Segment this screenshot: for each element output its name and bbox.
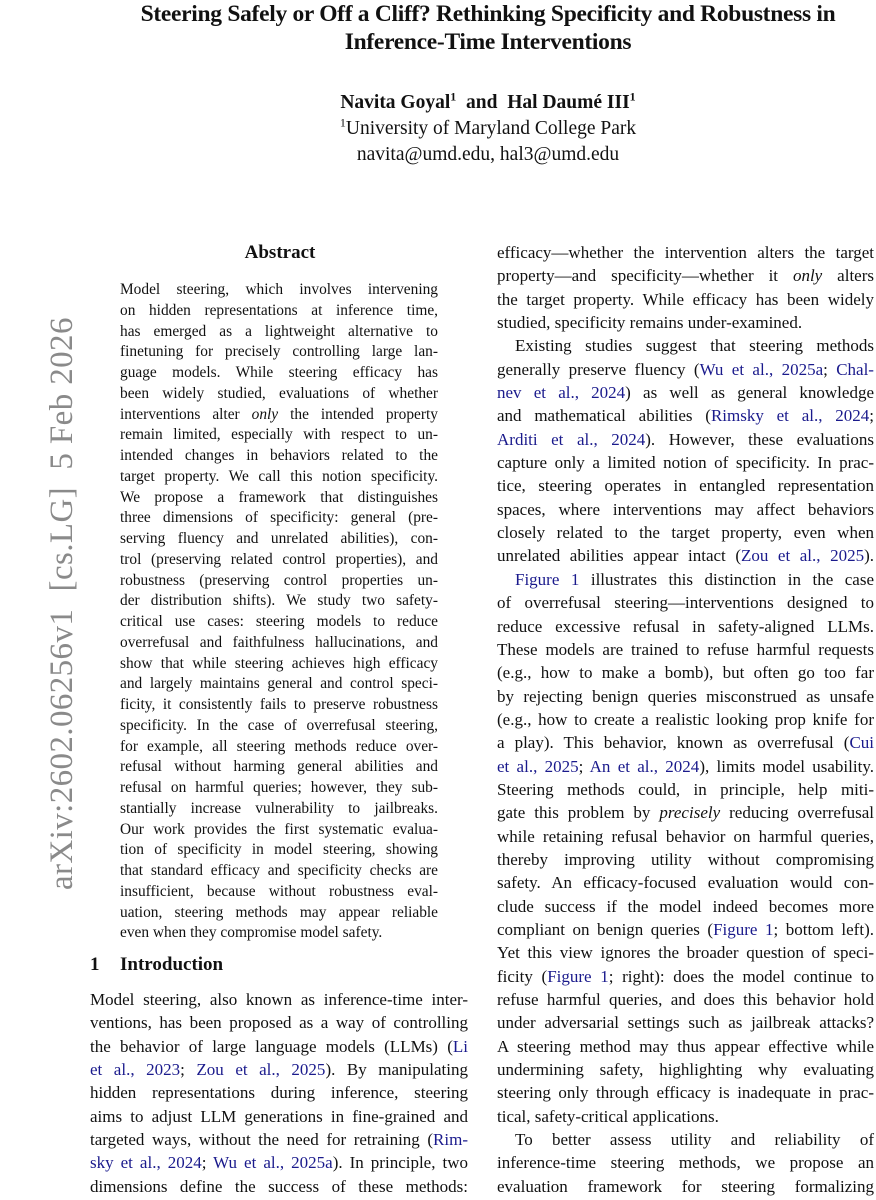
text-line: dimensions define the success of these methods: xyxy=(90,1176,468,1196)
citation-link[interactable]: et al., 2023 xyxy=(90,1060,181,1080)
text-line: A steering method may thus appear effective while xyxy=(497,1036,874,1056)
emphasis: precisely xyxy=(659,803,721,823)
abstract-heading: Abstract xyxy=(244,242,316,263)
text-line: ficity, it consistently fails to preserve robustness xyxy=(120,696,438,713)
text-line: generally preserve fluency (Wu et al., 2025a; Chal- xyxy=(497,359,874,379)
text-line: that standard efficacy and specificity checks are xyxy=(120,862,438,879)
text-line: thereby improving utility without compromising xyxy=(497,849,874,869)
citation-link[interactable]: nev et al., 2024 xyxy=(497,383,626,403)
text-line: and mathematical abilities (Rimsky et al., 2024; xyxy=(497,406,874,426)
text-line: on hidden representations at inference time, xyxy=(120,301,438,319)
text-line: stantially increase vulnerability to jailbreaks. xyxy=(120,799,438,817)
text-line: To better assess utility and reliability of xyxy=(515,1130,874,1150)
text-line: guage models. While steering efficacy has xyxy=(120,364,438,381)
citation-link[interactable]: Figure 1 xyxy=(713,919,774,939)
section-heading-introduction xyxy=(90,954,223,976)
text-line: spaces, where interventions may affect behaviors xyxy=(497,499,874,519)
emphasis: only xyxy=(792,266,823,286)
text-line: overrefusal and faithfulness hallucinations, and xyxy=(120,633,438,651)
text-line: robustness (preserving control properties un- xyxy=(120,571,438,589)
text-line: inference-time steering methods, we propose an xyxy=(497,1153,874,1173)
text-line: efficacy—whether the intervention alters the target xyxy=(497,243,874,262)
text-line: ficity (Figure 1; right): does the model continue to xyxy=(497,966,874,986)
citation-link[interactable]: Li xyxy=(452,1036,468,1056)
text-line: We propose a framework that distinguishes xyxy=(120,488,438,506)
section-title: Introduction xyxy=(120,954,224,975)
text-line: aims to adjust LLM generations in fine-grained and xyxy=(90,1106,468,1126)
arxiv-identifier: arXiv:2602.06256v1 [cs.LG] 5 Feb 2026 xyxy=(44,317,80,890)
citation-link[interactable]: Chal- xyxy=(836,359,874,379)
text-line: trol (preserving related control properties), and xyxy=(120,550,438,568)
text-line: Model steering, which involves intervening xyxy=(120,281,438,298)
arxiv-stamp xyxy=(2,290,80,890)
text-line: finetuning for precisely controlling large lan- xyxy=(120,343,438,361)
author-emails: navita@umd.edu, hal3@umd.edu xyxy=(356,144,620,165)
text-line: target property. We call this notion specificity. xyxy=(120,467,438,485)
text-line: compliant on benign queries (Figure 1; bottom left). xyxy=(497,919,874,939)
text-line: tion of specificity in model steering, showing xyxy=(120,841,438,859)
text-line: specificity. In the case of overrefusal steering, xyxy=(120,716,438,734)
citation-link[interactable]: Rimsky et al., 2024 xyxy=(710,406,870,426)
intro-right-column xyxy=(497,241,874,1198)
paper-title xyxy=(100,0,876,56)
text-line: by rejecting benign queries misconstrued as unsafe xyxy=(497,686,874,706)
text-line: critical use cases: steering models to reduce xyxy=(120,613,438,630)
text-line: Our work provides the first systematic evalua- xyxy=(120,820,438,838)
affiliation-text: University of Maryland College Park xyxy=(345,118,637,139)
abstract-body xyxy=(120,280,438,944)
intro-left-column xyxy=(90,988,468,1198)
citation-link[interactable]: Figure 1 xyxy=(515,569,580,589)
text-line: of overrefusal steering—interventions designed to xyxy=(497,593,874,613)
text-line: Existing studies suggest that steering methods xyxy=(515,336,874,356)
text-line: has emerged as a lightweight alternative to xyxy=(120,322,438,340)
text-line: Arditi et al., 2024). However, these evaluations xyxy=(497,429,874,449)
citation-link[interactable]: Wu et al., 2025a xyxy=(213,1153,333,1173)
text-line: show that while steering achieves high efficacy xyxy=(120,654,438,672)
citation-link[interactable]: An et al., 2024 xyxy=(589,756,700,776)
text-line: remain limited, especially with respect to un- xyxy=(120,426,438,444)
text-line: for example, all steering methods reduce over- xyxy=(120,737,438,755)
author-block xyxy=(100,90,876,168)
text-line: the behavior of large language models (LLMs) (Li xyxy=(90,1036,468,1056)
text-line: evaluation framework for steering formalizing xyxy=(497,1176,874,1196)
author-conjunction: and xyxy=(466,92,498,113)
text-line: and largely maintains general and control speci- xyxy=(120,675,438,693)
text-line: Steering methods could, in principle, help miti- xyxy=(497,779,874,799)
text-line: Figure 1 illustrates this distinction in the case xyxy=(515,569,874,589)
affiliation-mark: 1 xyxy=(629,89,636,104)
citation-link[interactable]: sky et al., 2024 xyxy=(90,1153,202,1173)
text-line: refuse harmful queries, and does this behavior hold xyxy=(497,990,874,1009)
text-line: even when they compromise model safety. xyxy=(120,924,383,942)
affiliation-mark: 1 xyxy=(339,115,346,130)
text-line: clude success if the model indeed becomes more xyxy=(497,896,874,916)
text-line: steering only through efficacy is inadequate in prac- xyxy=(497,1083,874,1103)
text-line: closely related to the target property, even when xyxy=(497,523,874,543)
author-1: Navita Goyal xyxy=(340,92,451,113)
text-line: intended changes in behaviors related to the xyxy=(120,447,438,464)
text-line: capture only a limited notion of specificity. In prac- xyxy=(497,453,874,473)
affiliation-mark: 1 xyxy=(450,89,457,104)
text-line: (e.g., how to create a realistic looking prop knife for xyxy=(497,709,874,729)
text-line: unrelated abilities appear intact (Zou et al., 2025). xyxy=(497,546,874,566)
text-line: hidden representations during inference, steering xyxy=(90,1083,468,1103)
text-line: tical, safety-critical applications. xyxy=(497,1106,719,1126)
citation-link[interactable]: Wu et al., 2025a xyxy=(699,359,824,379)
citation-link[interactable]: Cui xyxy=(849,733,874,753)
text-line: refusal on harmful queries; however, they sub- xyxy=(120,779,438,796)
text-line: property—and specificity—whether it only alters xyxy=(497,266,874,286)
text-line: These models are trained to refuse harmful requests xyxy=(497,639,874,659)
citation-link[interactable]: Zou et al., 2025 xyxy=(196,1060,326,1080)
text-line: serving fluency and unrelated abilities), con- xyxy=(120,530,438,547)
text-line: while retaining refusal behavior on harmful queries, xyxy=(497,826,874,846)
text-line: targeted ways, without the need for retraining (Rim- xyxy=(90,1130,468,1150)
text-line: been widely studied, evaluations of whether xyxy=(120,384,438,402)
text-line: a play). This behavior, known as overrefusal (Cui xyxy=(497,733,874,753)
text-line: tice, steering operates in entangled representation xyxy=(497,476,874,496)
text-line: sky et al., 2024; Wu et al., 2025a). In principle, two xyxy=(90,1153,468,1173)
affiliation xyxy=(100,116,876,142)
text-line: the target property. While efficacy has been widely xyxy=(497,289,874,309)
text-line: under adversarial settings such as jailbreak attacks? xyxy=(497,1013,874,1033)
title-line-2: Inference-Time Interventions xyxy=(344,29,632,55)
text-line: Yet this view ignores the broader question of speci- xyxy=(497,943,874,963)
text-line: et al., 2023; Zou et al., 2025). By manipulating xyxy=(90,1060,468,1080)
text-line: insufficient, because without robustness eval- xyxy=(120,882,438,900)
author-names xyxy=(100,90,876,116)
text-line: studied, specificity remains under-examined. xyxy=(497,313,803,333)
citation-link[interactable]: Arditi et al., 2024 xyxy=(497,429,646,449)
section-number: 1 xyxy=(90,954,100,975)
text-line: ventions, has been proposed as a way of controlling xyxy=(90,1013,468,1033)
citation-link[interactable]: Rim- xyxy=(433,1130,468,1150)
text-line: safety. An efficacy-focused evaluation would con- xyxy=(497,873,874,893)
text-line: reduce excessive refusal in safety-aligned LLMs. xyxy=(497,616,874,636)
emphasis: only xyxy=(251,405,279,423)
text-line: undermining safety, highlighting why evaluating xyxy=(497,1060,874,1080)
text-line: et al., 2025; An et al., 2024), limits model usability. xyxy=(497,756,874,776)
text-line: der distribution shifts). We study two safety- xyxy=(120,592,438,610)
text-line: (e.g., how to make a bomb), but often go too far xyxy=(497,663,874,683)
citation-link[interactable]: Figure 1 xyxy=(547,966,609,986)
citation-link[interactable]: et al., 2025 xyxy=(497,756,579,776)
text-line: refusal without harming general abilities and xyxy=(120,758,438,776)
citation-link[interactable]: Zou et al., 2025 xyxy=(741,546,865,566)
author-2: Hal Daumé III xyxy=(507,92,630,113)
text-line: uation, steering methods may appear reliable xyxy=(120,903,438,921)
text-line: interventions alter only the intended property xyxy=(120,405,438,423)
text-line: nev et al., 2024) as well as general knowledge xyxy=(497,383,874,403)
text-line: three dimensions of specificity: general (pre- xyxy=(120,509,438,527)
text-line: gate this problem by precisely reducing overrefusal xyxy=(497,803,875,823)
title-line-1: Steering Safely or Off a Cliff? Rethinking Specificity and Robustness in xyxy=(140,1,836,27)
text-line: Model steering, also known as inference-time inter- xyxy=(90,990,468,1009)
